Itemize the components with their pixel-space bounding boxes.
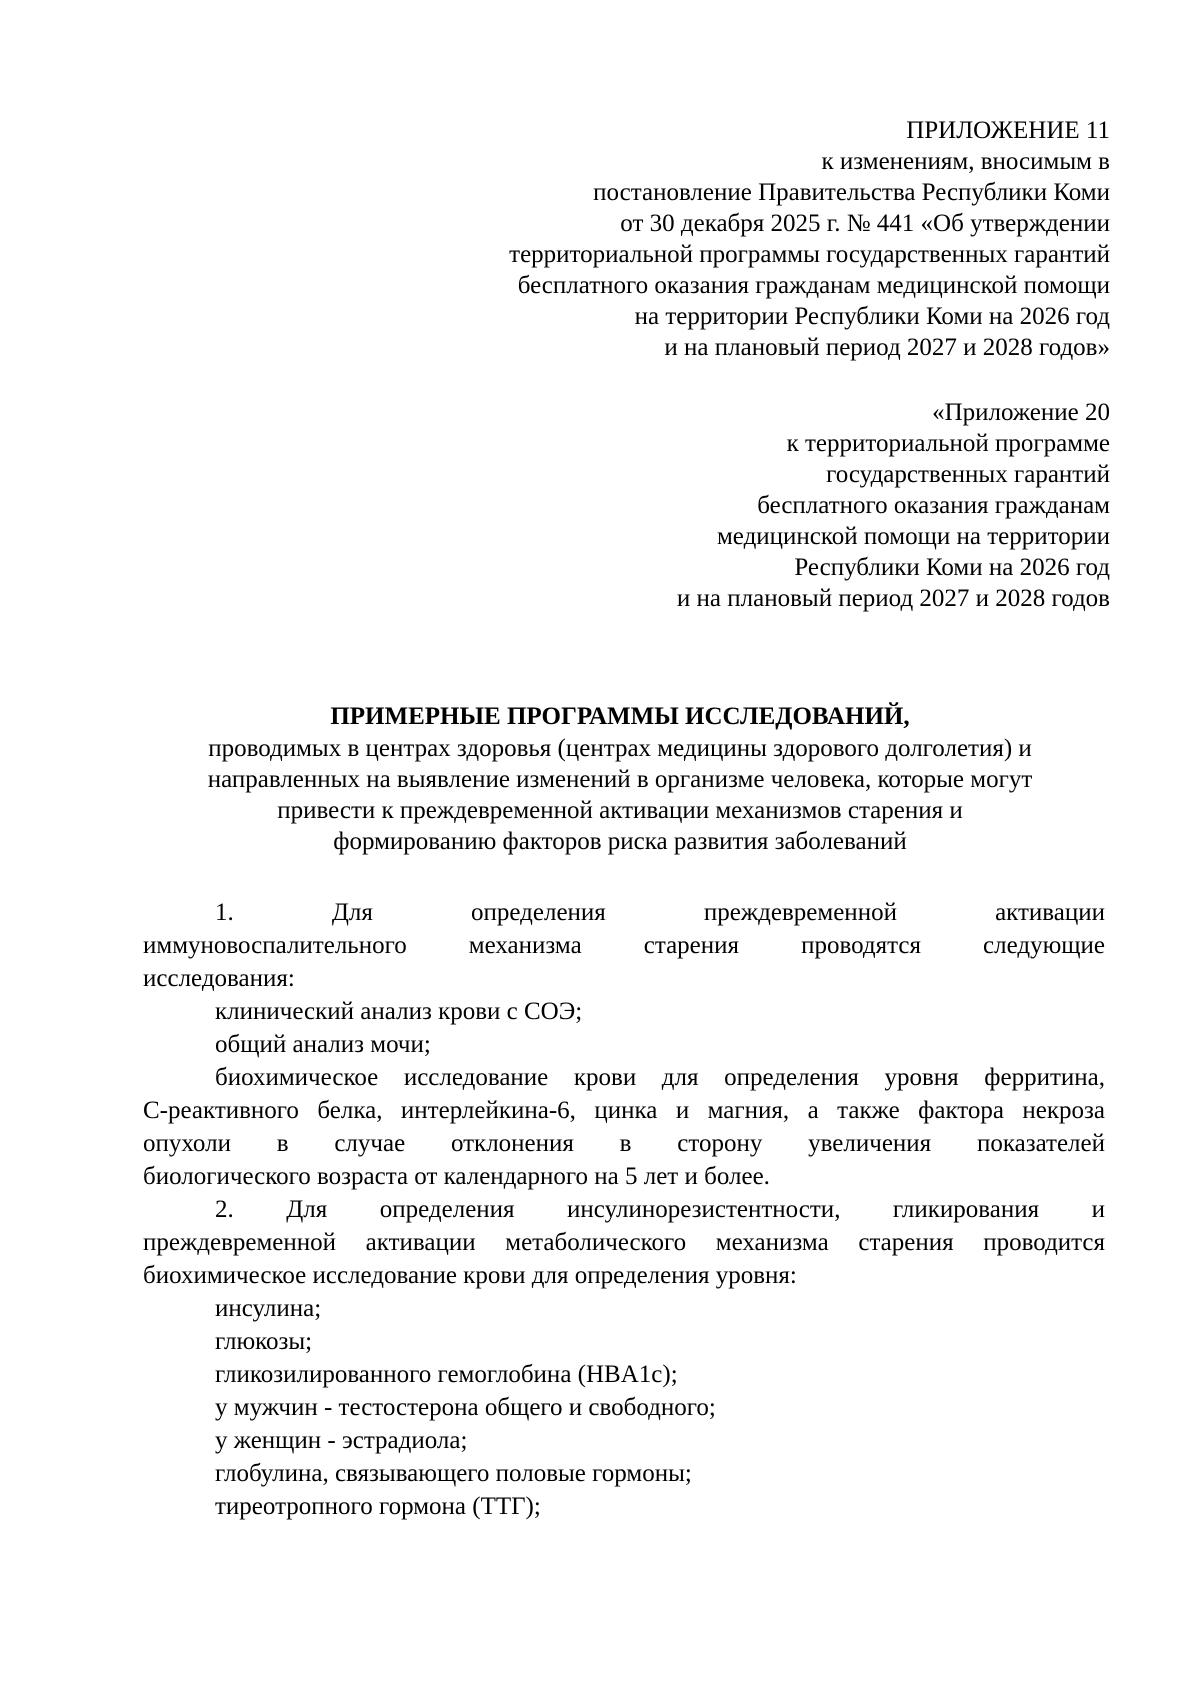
- appendix-line: постановление Правительства Республики Коми: [593, 179, 1110, 206]
- section-1-line: исследования:: [143, 965, 295, 992]
- section-1-line: 1. Для определения преждевременной активации: [215, 899, 1105, 926]
- appendix-line: территориальной программы государственных гарантий: [509, 241, 1110, 268]
- appendix-line: на территории Республики Коми на 2026 год: [634, 303, 1110, 330]
- appendix-line: бесплатного оказания гражданам медицинской помощи: [517, 272, 1110, 299]
- section-1-paragraph-line: опухоли в случае отклонения в сторону увеличения показателей: [143, 1130, 1105, 1157]
- section-1-paragraph-line: биохимическое исследование крови для определения уровня ферритина,: [215, 1064, 1105, 1091]
- document-subtitle-line: формированию факторов риска развития заболеваний: [333, 828, 907, 855]
- document-subtitle-line: привести к преждевременной активации механизмов старения и: [277, 797, 963, 824]
- list-item: глобулина, связывающего половые гормоны;: [215, 1460, 692, 1487]
- document-title: ПРИМЕРНЫЕ ПРОГРАММЫ ИССЛЕДОВАНИЙ,: [330, 703, 910, 730]
- sub-appendix-line: «Приложение 20: [932, 399, 1110, 426]
- list-item: тиреотропного гормона (ТТГ);: [215, 1493, 541, 1520]
- sub-appendix-line: и на плановый период 2027 и 2028 годов: [676, 585, 1110, 612]
- appendix-title: ПРИЛОЖЕНИЕ 11: [906, 117, 1110, 144]
- section-1-line: иммуновоспалительного механизма старения проводятся следующие: [143, 932, 1105, 959]
- list-item: у женщин - эстрадиола;: [215, 1427, 468, 1454]
- sub-appendix-line: к территориальной программе: [786, 430, 1110, 457]
- document-heading: [130, 700, 1110, 857]
- appendix-header: [300, 115, 1110, 614]
- sub-appendix-line: медицинской помощи на территории: [716, 523, 1110, 550]
- section-2-line: биохимическое исследование крови для определения уровня:: [143, 1262, 797, 1289]
- section-2-line: преждевременной активации метаболического механизма старения проводится: [143, 1229, 1105, 1256]
- section-2-line: 2. Для определения инсулинорезистентности, гликирования и: [215, 1196, 1105, 1223]
- list-item: инсулина;: [215, 1295, 322, 1322]
- list-item: глюкозы;: [215, 1328, 313, 1355]
- sub-appendix-line: Республики Коми на 2026 год: [794, 554, 1110, 581]
- section-1-paragraph-line: биологического возраста от календарного на 5 лет и более.: [143, 1163, 770, 1190]
- list-item: общий анализ мочи;: [215, 1031, 431, 1058]
- list-item: гликозилированного гемоглобина (HBA1c);: [215, 1361, 678, 1388]
- appendix-line: и на плановый период 2027 и 2028 годов»: [664, 334, 1110, 361]
- appendix-line: к изменениям, вносимым в: [821, 148, 1110, 175]
- appendix-spacer: [300, 363, 1110, 397]
- document-subtitle-line: проводимых в центрах здоровья (центрах медицины здорового долголетия) и: [208, 735, 1032, 762]
- document-body: [143, 896, 1105, 1523]
- appendix-line: от 30 декабря 2025 г. № 441 «Об утверждении: [620, 210, 1110, 237]
- list-item: клинический анализ крови с СОЭ;: [215, 998, 583, 1025]
- sub-appendix-line: государственных гарантий: [826, 461, 1110, 488]
- document-subtitle-line: направленных на выявление изменений в организме человека, которые могут: [207, 766, 1033, 793]
- section-1-paragraph-line: С-реактивного белка, интерлейкина-6, цинка и магния, а также фактора некроза: [143, 1097, 1105, 1124]
- sub-appendix-line: бесплатного оказания гражданам: [757, 492, 1110, 519]
- list-item: у мужчин - тестостерона общего и свободного;: [215, 1394, 716, 1421]
